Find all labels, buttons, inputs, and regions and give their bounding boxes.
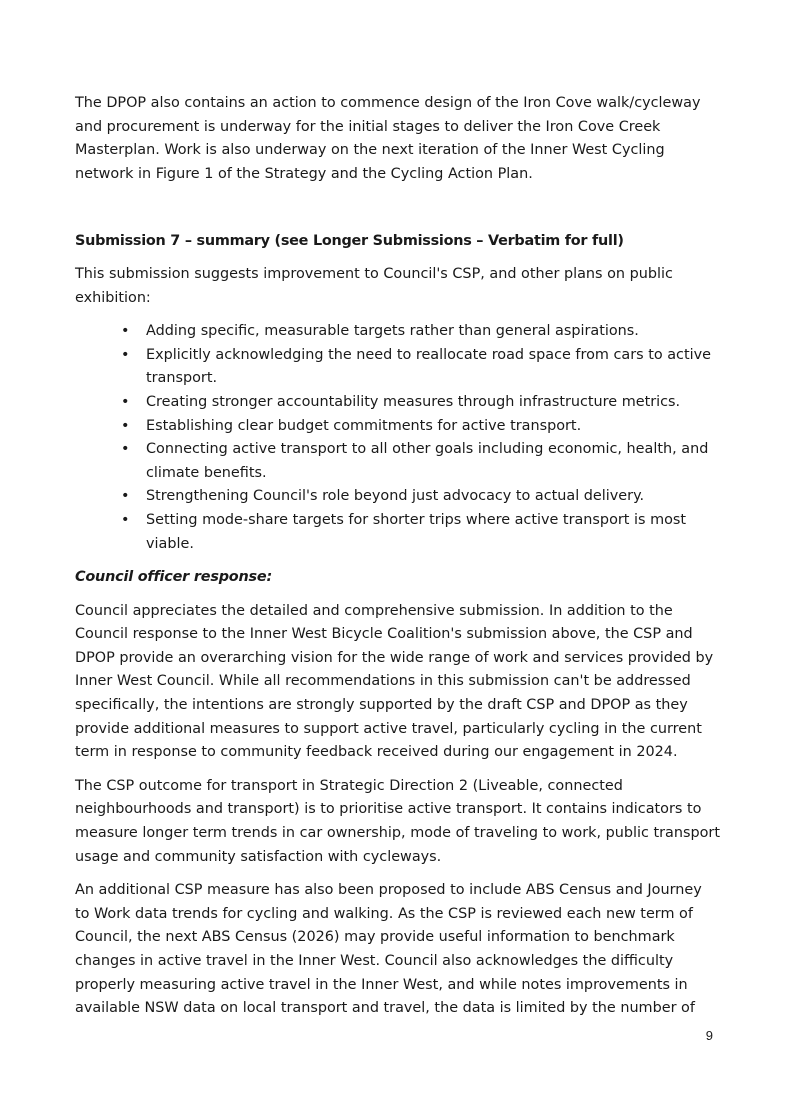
page-number: 9: [705, 1028, 713, 1043]
bullet-text: Creating stronger accountability measures through infrastructure metrics.: [146, 393, 681, 410]
list-item: [121, 415, 720, 439]
list-item: [121, 344, 720, 391]
bullet-icon: •: [121, 323, 130, 340]
intro-paragraph: The DPOP also contains an action to commence design of the Iron Cove walk/cycleway and procurement is underway for the initial stages to deliver the Iron Cove Creek Masterplan. Work is also underway on the next iteration of the Inner West Cycling network in Figure 1 of the Strategy and the Cycling Action Plan.: [75, 95, 701, 182]
response-title: Council officer response:: [75, 569, 273, 586]
bullet-icon: •: [121, 511, 130, 528]
bullet-text: Setting mode-share targets for shorter trips where active transport is most viable.: [146, 511, 687, 552]
bullet-text: Adding specific, measurable targets rather than general aspirations.: [146, 323, 639, 340]
bullet-text: Explicitly acknowledging the need to reallocate road space from cars to active transport.: [146, 346, 711, 387]
bullet-text: Establishing clear budget commitments for active transport.: [146, 417, 582, 434]
list-item: [121, 320, 720, 344]
list-item: [121, 509, 720, 556]
response-paragraph: The CSP outcome for transport in Strategic Direction 2 (Liveable, connected neighbourhoods and transport) is to prioritise active transport. It contains indicators to measure longer term trends in car ownership, mode of traveling to work, public transport usage and community satisfaction with cycleways.: [75, 777, 720, 865]
bullet-icon: •: [121, 417, 130, 434]
bullet-icon: •: [121, 346, 130, 363]
bullet-icon: •: [121, 488, 130, 505]
list-item: [121, 438, 720, 485]
bullet-icon: •: [121, 393, 130, 410]
response-paragraph: Council appreciates the detailed and comprehensive submission. In addition to the Council response to the Inner West Bicycle Coalition's submission above, the CSP and DPOP provide an overarching vision for the wide range of work and services provided by Inner West Council. While all recommendations in this submission can't be addressed specifically, the intentions are strongly supported by the draft CSP and DPOP as they provide additional measures to support active travel, particularly cycling in the current term in response to community feedback received during our engagement in 2024.: [75, 602, 714, 761]
bullet-text: Strengthening Council's role beyond just advocacy to actual delivery.: [146, 488, 645, 505]
response-paragraph: An additional CSP measure has also been proposed to include ABS Census and Journey to Work data trends for cycling and walking. As the CSP is reviewed each new term of Council, the next ABS Census (2026) may provide useful information to benchmark changes in active travel in the Inner West. Council also acknowledges the difficulty properly measuring active travel in the Inner West, and while notes improvements in available NSW data on local transport and travel, the data is limited by the number of: [75, 882, 702, 1017]
list-item: [121, 391, 720, 415]
bullet-icon: •: [121, 441, 130, 458]
submission-heading: Submission 7 – summary (see Longer Submissions – Verbatim for full): [75, 233, 624, 250]
submission-bullet-list: [75, 320, 720, 556]
document-page: [75, 92, 720, 1031]
bullet-text: Connecting active transport to all other goals including economic, health, and climate benefits.: [146, 441, 709, 481]
submission-intro: This submission suggests improvement to Council's CSP, and other plans on public exhibition:: [75, 265, 673, 306]
list-item: [121, 485, 720, 509]
